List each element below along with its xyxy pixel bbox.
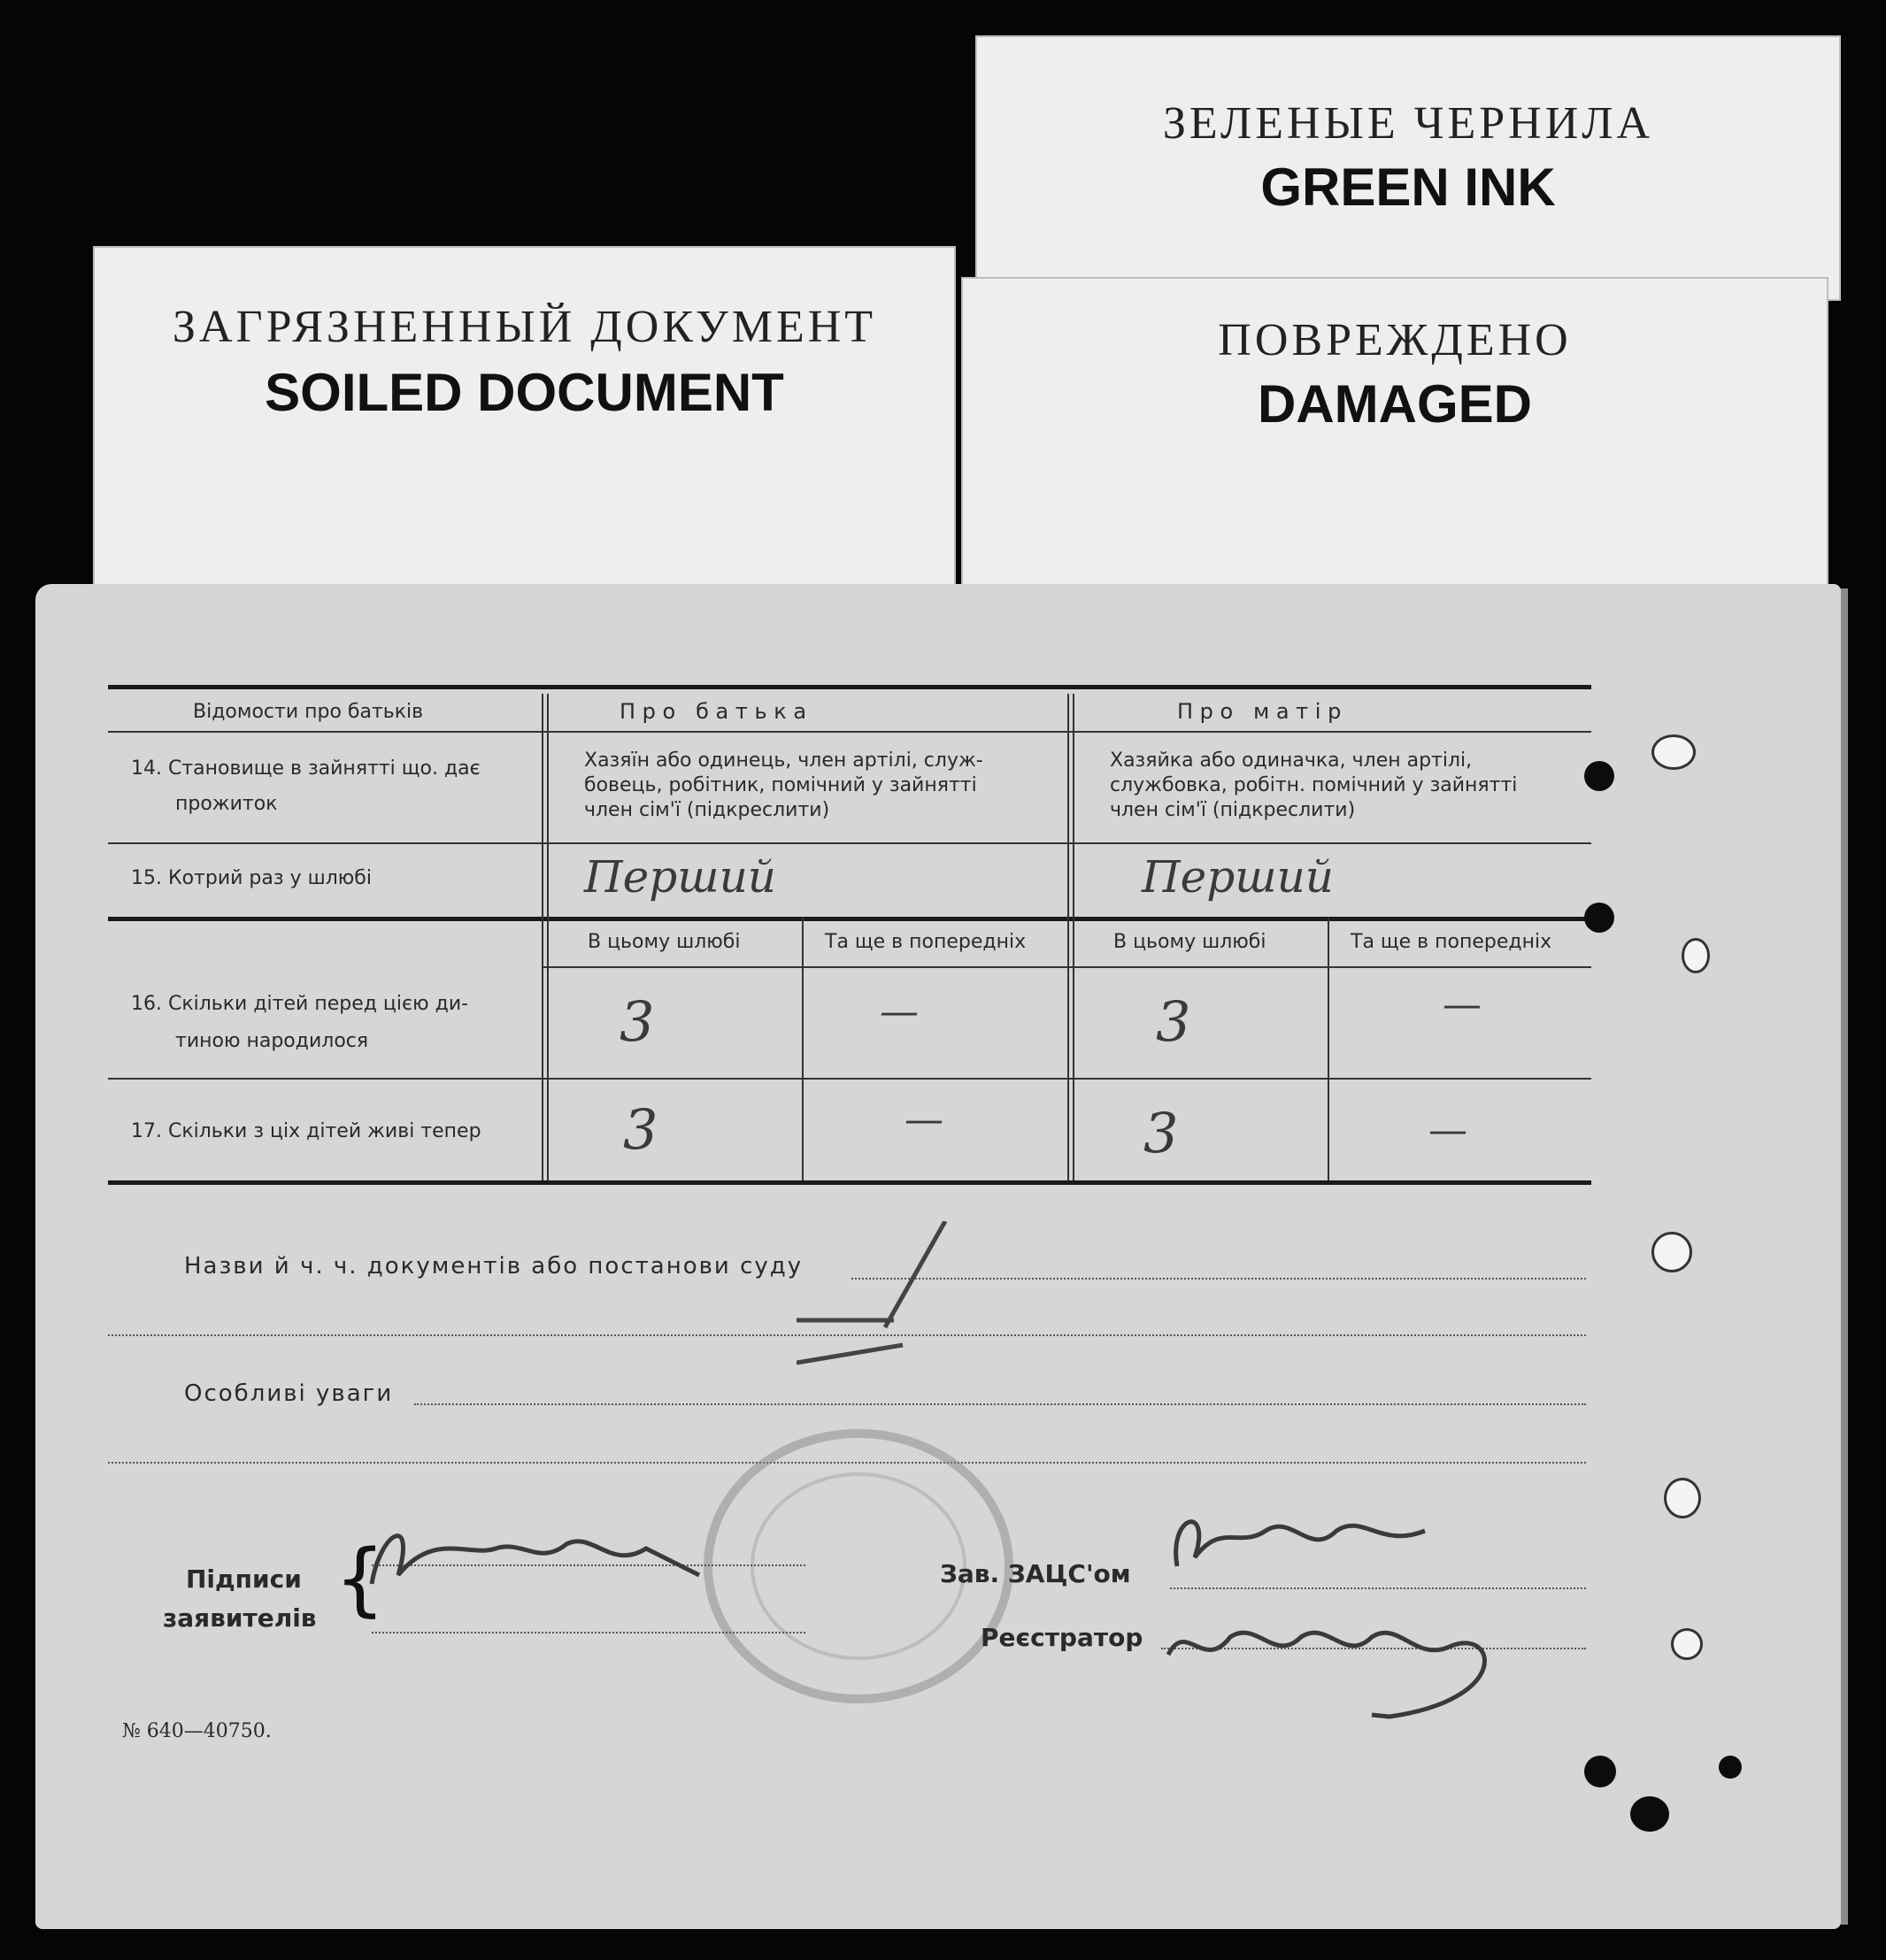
damaged-ru-text: ПОВРЕЖДЕНО [1218, 315, 1572, 365]
row16-father-prev-value: — [880, 989, 919, 1034]
green-ink-label-card [975, 35, 1841, 301]
table-col2-divider-2 [1073, 694, 1074, 1180]
row15-mother-handwritten: Перший [1142, 851, 1334, 903]
row16-father-this-value: 3 [620, 989, 655, 1054]
applicant-signature-line-2[interactable] [372, 1632, 805, 1633]
header-parents-info: Відомости про батьків [193, 701, 424, 723]
signatures-label-1: Підписи [186, 1564, 302, 1594]
table-col1-divider-2 [547, 694, 549, 1180]
notes-field-line[interactable] [414, 1403, 1586, 1405]
header-about-father: П р о б а т ь к а [620, 699, 807, 724]
row14-mother-line1: Хазяйка або одиначка, член артілі, [1110, 749, 1473, 772]
head-signature-handwritten [1159, 1495, 1443, 1593]
soiled-ru-text: ЗАГРЯЗНЕННЫЙ ДОКУМЕНТ [172, 302, 877, 352]
punch-hole [1630, 1796, 1669, 1832]
punch-hole [1584, 1756, 1616, 1787]
row14-mother-options [1110, 749, 1517, 823]
row17-mother-this-value: 3 [1143, 1101, 1179, 1165]
row16-mother-this-value: 3 [1156, 989, 1191, 1054]
subheader-mother-this-marriage: В цьому шлюбі [1113, 931, 1266, 953]
row14-father-line3: член сім'ї (підкреслити) [584, 799, 830, 821]
table-col1-divider [542, 694, 543, 1180]
torn-hole [1671, 1628, 1703, 1660]
table-bottom-rule [108, 1180, 1591, 1185]
row14-label-line1: 14. Становище в зайнятті що. дає [131, 757, 481, 780]
soiled-document-label-card [93, 246, 956, 600]
row17-father-prev-value: — [905, 1097, 943, 1142]
signatures-label-2: заявителів [163, 1603, 317, 1633]
subheader-father-this-marriage: В цьому шлюбі [588, 931, 741, 953]
row15-father-handwritten: Перший [584, 851, 776, 903]
soiled-en-text: SOILED DOCUMENT [265, 363, 784, 422]
signatures-brace: { [335, 1533, 386, 1626]
torn-hole [1651, 734, 1696, 770]
header-about-mother: П р о м а т і р [1177, 699, 1342, 724]
torn-hole [1682, 938, 1710, 973]
row17-label: 17. Скільки з ціх дітей живі тепер [131, 1120, 481, 1142]
head-of-registry-label: Зав. ЗАЦС'ом [940, 1559, 1131, 1588]
punch-hole [1719, 1756, 1742, 1779]
notes-label: Особливі уваги [184, 1380, 394, 1407]
torn-hole [1651, 1232, 1692, 1272]
table-row15-rule [108, 917, 1591, 921]
table-col2-divider [1067, 694, 1069, 1180]
punch-hole [1584, 761, 1614, 791]
punch-hole [1584, 903, 1614, 933]
subheader-father-previous: Та ще в попередніх [825, 931, 1027, 953]
table-top-rule [108, 685, 1591, 689]
torn-hole [1664, 1478, 1701, 1518]
row14-father-options [584, 749, 983, 823]
damaged-en-text: DAMAGED [1258, 374, 1532, 434]
table-row14-rule [108, 842, 1591, 844]
row14-mother-line3: член сім'ї (підкреслити) [1110, 799, 1356, 821]
row14-father-line1: Хазяїн або одинець, член артілі, служ- [584, 749, 983, 772]
row15-label: 15. Котрий раз у шлюбі [131, 867, 372, 889]
form-number: № 640—40750. [122, 1720, 272, 1742]
table-mother-subcol-divider [1328, 917, 1329, 1180]
green-ink-en-text: GREEN INK [1260, 158, 1556, 217]
subheader-mother-previous: Та ще в попередніх [1351, 931, 1552, 953]
registrar-label: Реєстратор [981, 1623, 1143, 1652]
row16-label-line1: 16. Скільки дітей перед цією ди- [131, 993, 469, 1015]
row14-mother-line2: службовка, робітн. помічний у зайнятті [1110, 774, 1518, 796]
table-row16-rule [108, 1078, 1591, 1080]
damaged-label-card [961, 277, 1828, 600]
row17-father-this-value: 3 [623, 1097, 658, 1162]
documents-dash-mark [797, 1221, 974, 1398]
documents-label: Назви й ч. ч. документів або постанови суду [184, 1253, 804, 1280]
table-father-subcol-divider [802, 917, 804, 1180]
green-ink-ru-text: ЗЕЛЕНЫЕ ЧЕРНИЛА [1162, 98, 1654, 149]
row16-mother-prev-value: — [1443, 982, 1482, 1027]
registrar-signature-handwritten [1159, 1602, 1531, 1726]
row16-label-line2: тиною народилося [175, 1030, 369, 1052]
row17-mother-prev-value: — [1428, 1108, 1467, 1153]
row14-label-line2: прожиток [175, 793, 278, 815]
row14-father-line2: бовець, робітник, помічний у зайнятті [584, 774, 977, 796]
applicant-signature-handwritten [363, 1504, 717, 1602]
table-header-rule [108, 731, 1591, 733]
